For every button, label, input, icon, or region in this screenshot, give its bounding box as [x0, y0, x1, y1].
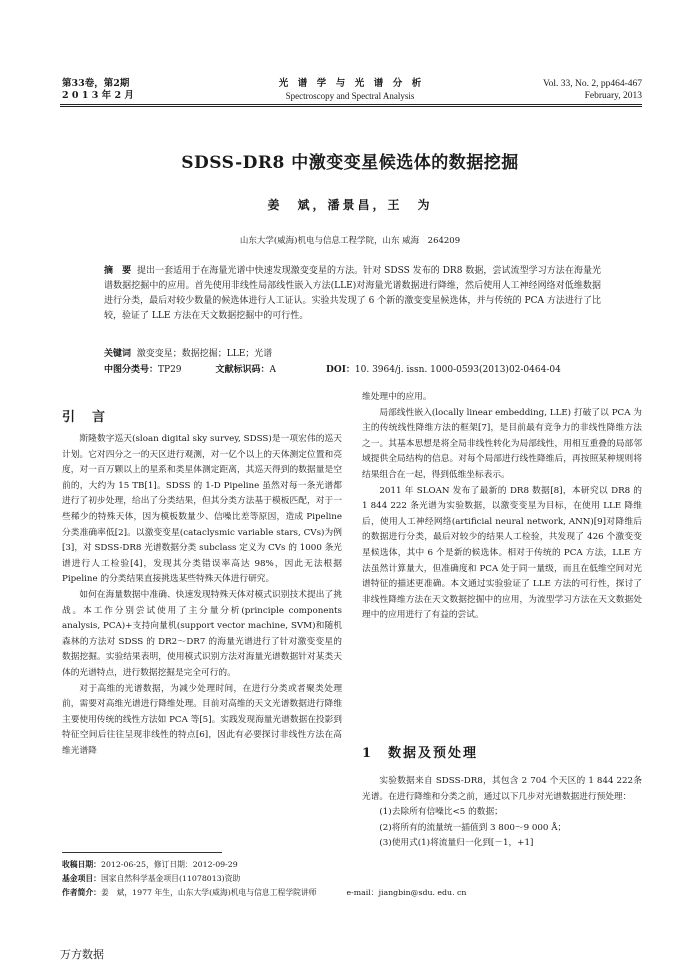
volume-issue: 第33卷，第2期	[62, 78, 130, 89]
volume-pages: Vol. 33, No. 2, pp464-467	[542, 79, 642, 89]
keywords-label: 关键词	[104, 349, 132, 359]
footnote-rule	[62, 852, 222, 853]
footnote	[62, 858, 642, 900]
abstract-label: 摘 要	[104, 266, 132, 276]
issue-date: February, 2013	[584, 91, 642, 101]
doi-value: 10. 3964/j. issn. 1000-0593(2013)02-0464-04	[354, 365, 561, 375]
section-intro-title: 引 言	[62, 410, 108, 425]
header-rule	[60, 104, 642, 105]
paragraph: 局部线性嵌入(locally linear embedding, LLE) 打破了以 PCA 为主的传统线性降维方法的框架[7]，是目前最有竞争力的非线性降维方法之一。其基本思想是将全局非线性转化为局部线性，用相互重叠的局部邻域提供全局结构的信息。对每个局部进行线性降维后，再按照某种规则将结果组合在一起，得到低维坐标表示。	[362, 407, 642, 480]
left-column-body	[62, 432, 342, 759]
keywords	[104, 346, 604, 359]
right-column-body	[362, 390, 642, 624]
journal-name-en: Spectroscopy and Spectral Analysis	[285, 91, 415, 101]
clc-value: TP29	[158, 365, 182, 375]
header-rule-thin	[60, 106, 642, 107]
right-column-section-body	[362, 774, 642, 852]
affiliation: 山东大学(威海)机电与信息工程学院，山东 威海 264209	[239, 236, 461, 246]
paragraph: 对于高维的光谱数据，为减少处理时间，在进行分类或者聚类处理前，需要对高维光谱进行降维处理。目前对高维的天文光谱数据进行降维主要使用传统的线性方法如 PCA 等[5]。实践发现海量光谱数据在投影到特征空间后往往呈现非线性的特点[6]，因此有必要探讨非线性方法在高维光谱降	[62, 683, 342, 756]
preprocess-step: (3)使用式(1)将流量归一化到[－1，+1]	[379, 838, 534, 849]
paragraph: 斯隆数字巡天(sloan digital sky survey, SDSS)是一项宏伟的巡天计划。它对四分之一的天区进行观测，对一亿个以上的天体测定位置和亮度，对一百万颗以上的星系和类星体测定距离，其巡天得到的数据量是空前的，大约为 15 TB[1]。SDSS 的 1-D Pipeline 虽然对每一条光谱都进行了初步处理，给出了分类结果，但其分类方法基于模板匹配，对于一些稀少的特殊天体，因为模板数量少、信噪比差等原因，造成 Pipeline 分类准确率低[2]。以激变变星(cataclysmic variable stars, CVs)为例[3]，对 SDSS-DR8 光谱数据分类 subclass 定义为 CVs 的 1000 条光谱进行人工检验[4]，发现其分类错误率高达 98%，因此无法根据 Pipeline 的分类结果直接挑选某些特殊天体进行研究。	[62, 434, 342, 585]
preprocess-step: (2)将所有的流量统一插值到 3 800～9 000 Å；	[379, 822, 567, 833]
author-email: e-mail：jiangbin@sdu. edu. cn	[346, 888, 467, 897]
keywords-text: 激变变星；数据挖掘；LLE；光谱	[136, 349, 273, 359]
paragraph: 如何在海量数据中准确、快速发现特殊天体对模式识别技术提出了挑战。本工作分别尝试使用了主分量分析(principle components analysis, PCA)+支持向量机(support vector machine, SVM)和随机森林的方法对 SDSS 的 DR2～DR7 的海量光谱进行了针对激变变星的数据挖掘。实验结果表明，使用模式识别方法对海量光谱数据针对某类天体的光谱特点，进行数据挖掘是完全可行的。	[62, 589, 342, 678]
paper-title: SDSS-DR8 中激变变星候选体的数据挖掘	[181, 153, 519, 173]
paragraph: 维处理中的应用。	[362, 392, 432, 402]
footnote-fund: 基金项目：国家自然科学基金项目(11078013)资助	[62, 874, 241, 883]
footnote-author: 作者简介：姜 斌，1977 年生，山东大学(威海)机电与信息工程学院讲师 e-mail：jiangbin@sdu. edu. cn	[62, 888, 467, 897]
preprocess-step: (1)去除所有信噪比<5 的数据；	[379, 807, 503, 818]
classification-line	[104, 362, 604, 375]
publication-date: 2 0 1 3 年 2 月	[62, 90, 134, 101]
abstract-text: 提出一套适用于在海量光谱中快速发现激变变星的方法。针对 SDSS 发布的 DR8 数据，尝试流型学习方法在海量光谱数据挖掘中的应用。首先使用非线性局部线性嵌入方法(LLE)对海量光谱数据进行降维，然后使用人工神经网络对低维数据进行分类，最后对较少数量的候选体进行人工证认。实验共发现了 6 个新的激变变星候选体，并与传统的 PCA 方法进行了比较，验证了 LLE 方法在天文数据挖掘中的可行性。	[104, 266, 601, 321]
clc-label: 中图分类号：	[104, 365, 159, 375]
journal-name-cn: 光 谱 学 与 光 谱 分 析	[278, 78, 422, 89]
running-header-right	[543, 78, 642, 102]
paragraph: 实验数据来自 SDSS-DR8，其包含 2 704 个天区的 1 844 222条光谱。在进行降维和分类之前，通过以下几步对光谱数据进行预处理：	[362, 776, 642, 802]
section-data-title: 1 数据及预处理	[362, 746, 479, 761]
doc-code-value: A	[269, 365, 277, 375]
doc-code-label: 文献标识码：	[215, 365, 270, 375]
paragraph: 2011 年 SLOAN 发布了最新的 DR8 数据[8]，本研究以 DR8 的 1 844 222 条光谱为实验数据，以激变变星为目标，在使用 LLE 降维后，使用人工神经网络(artificial neural network, ANN)[9]对降维后的数据进行分类，最后对较少的结果人工检验，共发现了 426 个激变变星候选体，其中 6 个是新的候选体。相对于传统的 PCA 方法，LLE 方法虽然计算量大，但准确度和 PCA 处于同一量级，而且在低维空间对光谱特征的描述更准确。本文通过实验验证了 LLE 方法的可行性，探讨了非线性降维方法在天文数据挖掘中的应用，为流型学习方法在天文数据处理中的应用进行了有益的尝试。	[362, 485, 642, 621]
doi-label: DOI：	[326, 365, 355, 375]
author-list: 姜 斌，潘景昌，王 为	[267, 198, 433, 212]
abstract	[104, 264, 601, 324]
footnote-dates: 收稿日期：2012-06-25，修订日期：2012-09-29	[62, 860, 238, 869]
watermark: 万方数据	[60, 948, 104, 961]
